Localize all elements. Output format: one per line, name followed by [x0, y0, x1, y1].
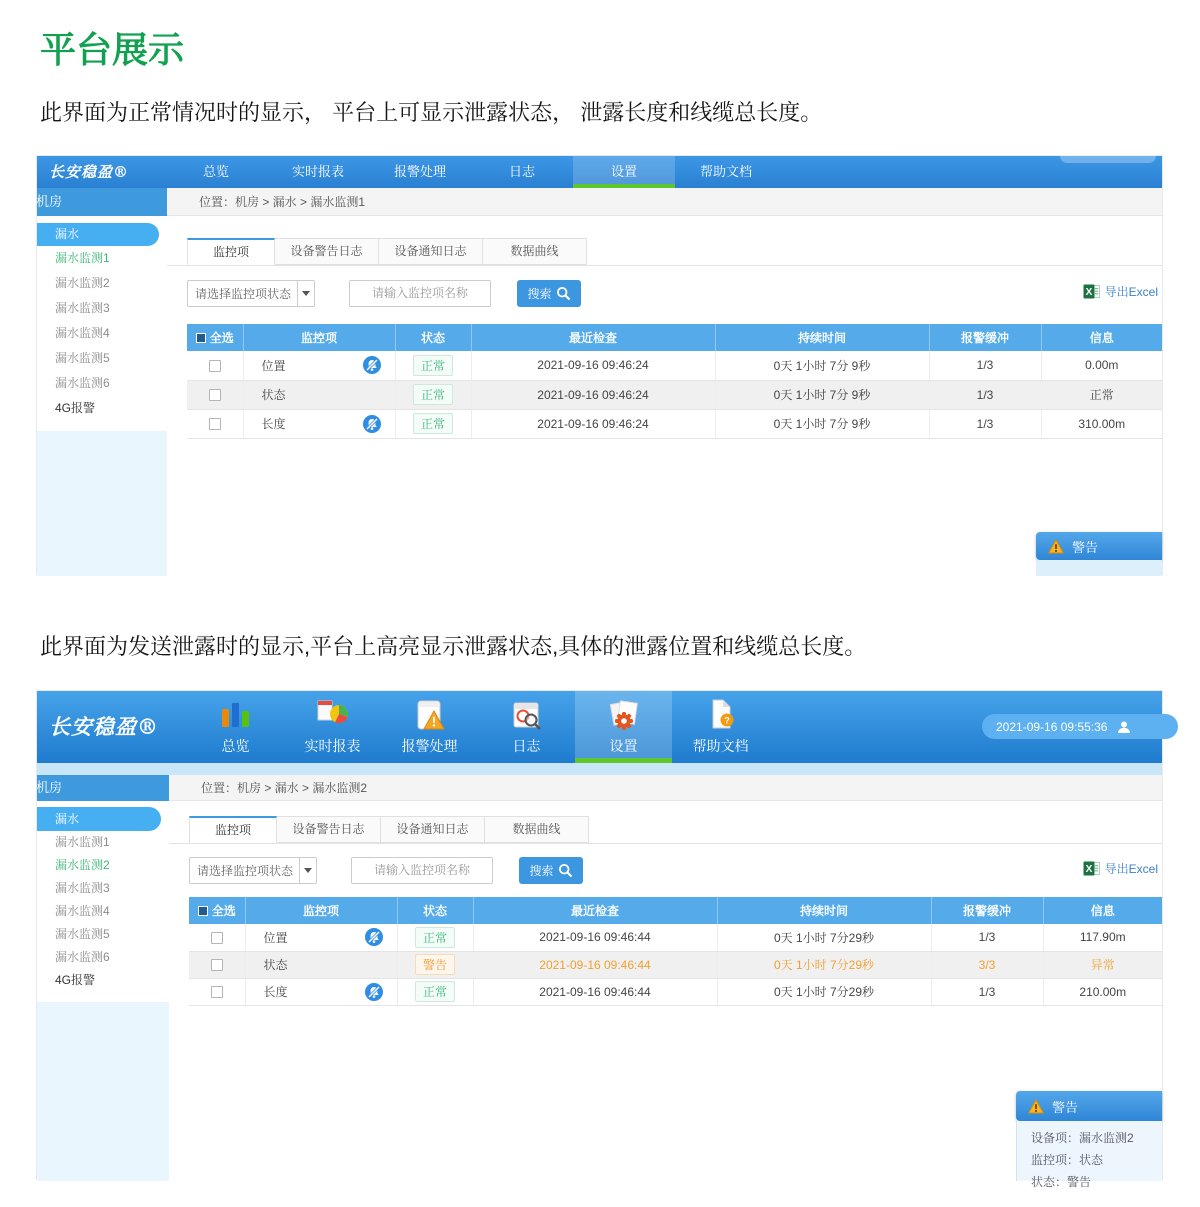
alarm-buffer: 1/3	[931, 924, 1043, 951]
toast-title: 警告	[1052, 1099, 1079, 1115]
nav-item-settings[interactable]: 设置	[573, 156, 675, 188]
tab-device-notify-log[interactable]: 设备通知日志	[381, 816, 485, 843]
intro-paragraph-normal: 此界面为正常情况时的显示， 平台上可显示泄露状态， 泄露长度和线缆总长度。	[40, 100, 823, 125]
table-row	[189, 978, 1162, 1005]
col-info: 信息	[1041, 324, 1162, 351]
nav-item-help-doc[interactable]: ? 帮助文档	[672, 691, 769, 763]
sidebar	[37, 188, 167, 576]
screenshot-leak	[36, 690, 1163, 1189]
brand-logo: 长安稳盈®	[49, 163, 130, 181]
row-checkbox[interactable]	[211, 959, 223, 971]
svg-text:X: X	[1085, 287, 1092, 298]
sidebar-item-monitor-2[interactable]: 漏水监测2	[55, 276, 110, 290]
status-select[interactable]	[189, 857, 317, 884]
alarm-buffer: 1/3	[929, 351, 1041, 380]
breadcrumb: 位置：机房 > 漏水 > 漏水监测1	[167, 188, 1162, 216]
sidebar-item-monitor-2[interactable]: 漏水监测2	[55, 858, 110, 872]
col-last-check: 最近检查	[471, 324, 715, 351]
nav-item-alarm-handling[interactable]: 报警处理	[393, 164, 446, 179]
monitor-name-input[interactable]: 请输入监控项名称	[349, 280, 491, 307]
tab-bar	[167, 238, 1162, 266]
sidebar-item-monitor-1[interactable]: 漏水监测1	[55, 251, 110, 265]
select-all-checkbox[interactable]	[196, 333, 206, 343]
col-select-all: 全选	[187, 324, 243, 351]
status-select-placeholder: 请选择监控项状态	[195, 287, 292, 301]
duration: 0天 1小时 7分 9秒	[715, 351, 929, 380]
search-icon	[556, 286, 571, 301]
export-excel-button[interactable]	[1083, 860, 1158, 877]
alarm-buffer: 1/3	[931, 978, 1043, 1005]
col-monitor-item: 监控项	[243, 324, 395, 351]
table-header-row	[187, 324, 1162, 351]
duration: 0天 1小时 7分 9秒	[715, 380, 929, 409]
warning-icon	[1028, 1099, 1044, 1114]
search-button-label: 搜索	[529, 864, 554, 878]
nav-item-help-doc[interactable]: 帮助文档	[699, 164, 752, 179]
topbar-clock-pill-cut	[1060, 149, 1156, 163]
tab-data-curve[interactable]: 数据曲线	[483, 238, 587, 265]
warning-toast[interactable]	[1036, 532, 1162, 576]
sidebar-filler	[37, 1002, 169, 1181]
monitor-name-input[interactable]: 请输入监控项名称	[351, 857, 493, 884]
toast-body	[1036, 560, 1162, 576]
select-all-checkbox[interactable]	[198, 906, 208, 916]
subnav-strip	[37, 763, 1162, 775]
excel-icon	[1083, 860, 1100, 877]
monitor-name: 长度	[263, 985, 288, 999]
monitor-name: 长度	[261, 417, 286, 431]
sidebar-item-4g-alarm[interactable]: 4G报警	[55, 973, 96, 987]
row-checkbox[interactable]	[209, 389, 221, 401]
calendar-search-icon	[507, 695, 547, 735]
last-check-time: 2021-09-16 09:46:44	[473, 924, 717, 951]
sidebar-group-leak[interactable]: 漏水	[37, 807, 161, 831]
toast-monitor-line: 监控项：状态	[1031, 1153, 1104, 1167]
warning-toast[interactable]	[1016, 1091, 1162, 1189]
alarm-buffer: 3/3	[931, 951, 1043, 978]
svg-text:?: ?	[723, 715, 730, 726]
page-title: 平台展示	[40, 29, 185, 70]
screenshot-normal	[36, 155, 1163, 575]
tab-monitor-items[interactable]: 监控项	[189, 816, 277, 843]
sidebar-item-4g-alarm[interactable]: 4G报警	[55, 401, 96, 415]
last-check-time: 2021-09-16 09:46:24	[471, 380, 715, 409]
search-button[interactable]	[519, 857, 583, 884]
sidebar-root-room[interactable]: 机房	[37, 775, 169, 801]
info-value: 310.00m	[1041, 409, 1162, 438]
excel-icon	[1083, 283, 1100, 300]
bell-muted-icon[interactable]	[365, 928, 383, 946]
row-checkbox[interactable]	[209, 360, 221, 372]
chevron-down-icon	[299, 858, 316, 883]
tab-device-warning-log[interactable]: 设备警告日志	[275, 238, 379, 265]
sidebar-root-room[interactable]: 机房	[37, 188, 167, 216]
alarm-notepad-icon	[410, 695, 450, 735]
status-badge: 警告	[415, 954, 455, 975]
export-excel-label: 导出Excel	[1104, 285, 1158, 299]
status-badge: 正常	[413, 355, 453, 376]
sidebar-filler	[37, 431, 167, 576]
toast-body	[1016, 1121, 1162, 1189]
top-navbar	[37, 691, 1162, 763]
info-value: 117.90m	[1043, 924, 1162, 951]
status-badge: 正常	[413, 413, 453, 434]
sidebar-group-leak[interactable]: 漏水	[37, 223, 159, 246]
info-value: 210.00m	[1043, 978, 1162, 1005]
col-monitor-item: 监控项	[245, 897, 397, 924]
info-value: 0.00m	[1041, 351, 1162, 380]
col-status: 状态	[395, 324, 471, 351]
clock-pill	[982, 714, 1178, 739]
table-row-warning	[189, 951, 1162, 978]
sidebar-item-monitor-1[interactable]: 漏水监测1	[55, 835, 110, 849]
col-select-all: 全选	[189, 897, 245, 924]
col-last-check: 最近检查	[473, 897, 717, 924]
last-check-time: 2021-09-16 09:46:44	[473, 951, 717, 978]
sidebar-item-monitor-4[interactable]: 漏水监测4	[55, 904, 110, 918]
tab-monitor-items[interactable]: 监控项	[187, 238, 275, 265]
status-badge: 正常	[415, 981, 455, 1002]
alarm-buffer: 1/3	[929, 409, 1041, 438]
col-alarm-buffer: 报警缓冲	[931, 897, 1043, 924]
duration: 0天 1小时 7分 9秒	[715, 409, 929, 438]
row-checkbox[interactable]	[211, 932, 223, 944]
bar-chart-icon	[216, 695, 256, 735]
filter-bar	[187, 280, 1162, 307]
duration: 0天 1小时 7分29秒	[717, 924, 931, 951]
search-button[interactable]	[517, 280, 581, 307]
monitor-table	[187, 324, 1162, 439]
toast-device-line: 设备项：漏水监测2	[1031, 1131, 1134, 1145]
nav-item-alarm-handling[interactable]: 报警处理	[381, 691, 478, 763]
breadcrumb: 位置：机房 > 漏水 > 漏水监测2	[169, 775, 1162, 801]
toast-status-line: 状态：警告	[1031, 1175, 1092, 1189]
tab-data-curve[interactable]: 数据曲线	[485, 816, 589, 843]
status-select-placeholder: 请选择监控项状态	[197, 864, 294, 878]
table-row	[187, 409, 1162, 438]
pie-report-icon	[313, 695, 353, 735]
nav-item-settings[interactable]: 设置	[575, 691, 672, 763]
monitor-name: 位置	[261, 358, 286, 373]
sidebar-item-monitor-4[interactable]: 漏水监测4	[55, 326, 110, 340]
bell-muted-icon[interactable]	[365, 983, 383, 1001]
sidebar-item-monitor-6[interactable]: 漏水监测6	[55, 376, 110, 390]
warning-icon	[1048, 539, 1064, 554]
nav-item-realtime-report[interactable]: 实时报表	[291, 164, 344, 179]
monitor-name: 位置	[263, 930, 288, 945]
col-info: 信息	[1043, 897, 1162, 924]
clock-text: 2021-09-16 09:55:36	[996, 719, 1108, 734]
nav-item-overview[interactable]: 总览	[187, 691, 284, 763]
info-value: 异常	[1043, 951, 1162, 978]
status-badge: 正常	[413, 384, 453, 405]
duration: 0天 1小时 7分29秒	[717, 951, 931, 978]
status-select[interactable]	[187, 280, 315, 307]
nav-item-realtime-report[interactable]: 实时报表	[284, 691, 381, 763]
table-header-row	[189, 897, 1162, 924]
table-row	[189, 924, 1162, 951]
brand-logo: 长安稳盈®	[49, 714, 159, 739]
export-excel-label: 导出Excel	[1104, 862, 1158, 876]
monitor-table	[189, 897, 1162, 1006]
info-value: 正常	[1041, 380, 1162, 409]
table-row	[187, 351, 1162, 380]
user-icon[interactable]	[1117, 720, 1131, 734]
table-row	[187, 380, 1162, 409]
col-duration: 持续时间	[715, 324, 929, 351]
chevron-down-icon	[297, 281, 314, 306]
intro-paragraph-leak: 此界面为发送泄露时的显示,平台上高亮显示泄露状态,具体的泄露位置和线缆总长度。	[40, 634, 867, 659]
nav-item-log[interactable]: 日志	[478, 691, 575, 763]
alarm-buffer: 1/3	[929, 380, 1041, 409]
monitor-name: 状态	[263, 958, 288, 972]
top-navbar	[37, 156, 1162, 188]
nav-item-log[interactable]: 日志	[508, 164, 535, 179]
settings-gear-icon	[604, 695, 644, 735]
sidebar-item-monitor-6[interactable]: 漏水监测6	[55, 950, 110, 964]
tab-device-notify-log[interactable]: 设备通知日志	[379, 238, 483, 265]
tab-device-warning-log[interactable]: 设备警告日志	[277, 816, 381, 843]
status-badge: 正常	[415, 927, 455, 948]
nav-menu	[165, 156, 777, 188]
export-excel-button[interactable]	[1083, 283, 1158, 300]
row-checkbox[interactable]	[209, 418, 221, 430]
sidebar	[37, 775, 169, 1181]
monitor-name: 状态	[261, 388, 286, 402]
svg-text:X: X	[1085, 864, 1092, 875]
col-status: 状态	[397, 897, 473, 924]
toast-title: 警告	[1072, 539, 1099, 555]
duration: 0天 1小时 7分29秒	[717, 978, 931, 1005]
row-checkbox[interactable]	[211, 986, 223, 998]
bell-muted-icon[interactable]	[363, 356, 381, 374]
filter-bar	[189, 857, 1162, 884]
tab-bar	[169, 816, 1162, 844]
sidebar-item-monitor-3[interactable]: 漏水监测3	[55, 881, 110, 895]
col-alarm-buffer: 报警缓冲	[929, 324, 1041, 351]
last-check-time: 2021-09-16 09:46:24	[471, 351, 715, 380]
nav-item-overview[interactable]: 总览	[202, 164, 229, 179]
last-check-time: 2021-09-16 09:46:44	[473, 978, 717, 1005]
sidebar-item-monitor-3[interactable]: 漏水监测3	[55, 301, 110, 315]
search-icon	[558, 863, 573, 878]
sidebar-item-monitor-5[interactable]: 漏水监测5	[55, 927, 110, 941]
col-duration: 持续时间	[717, 897, 931, 924]
search-button-label: 搜索	[527, 287, 552, 301]
sidebar-item-monitor-5[interactable]: 漏水监测5	[55, 351, 110, 365]
bell-muted-icon[interactable]	[363, 415, 381, 433]
last-check-time: 2021-09-16 09:46:24	[471, 409, 715, 438]
help-doc-icon	[701, 695, 741, 735]
